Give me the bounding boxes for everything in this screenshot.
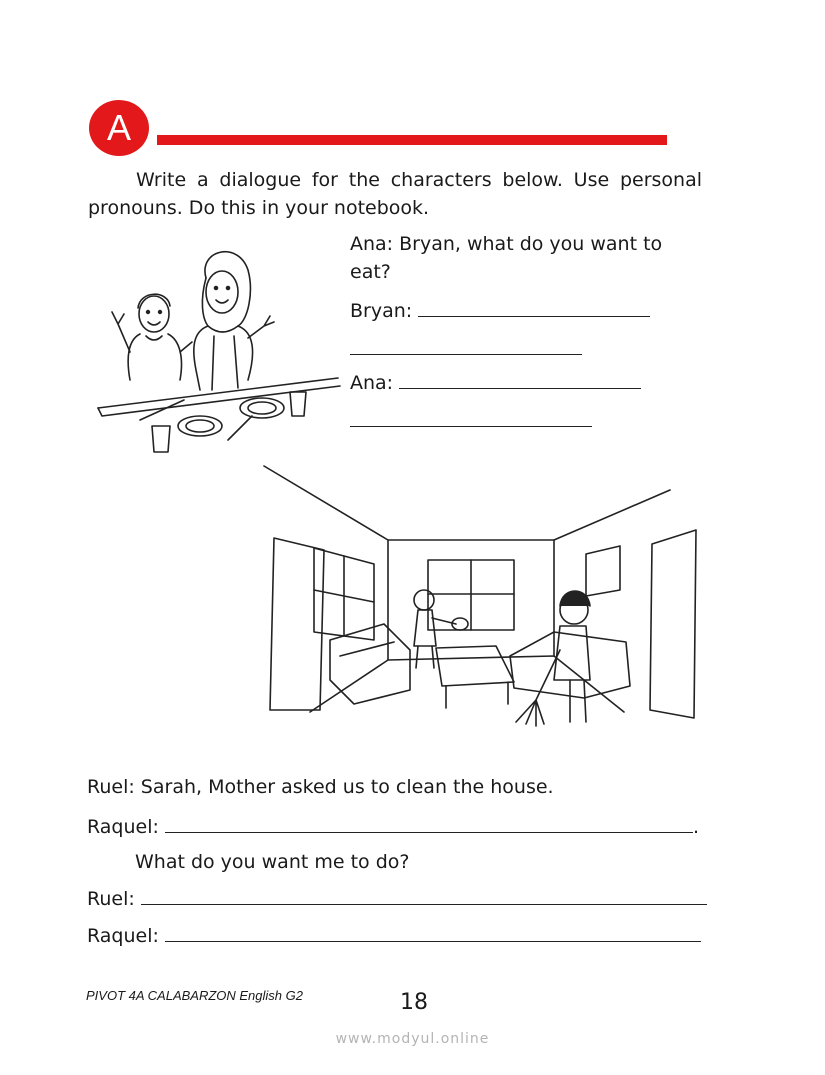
instructions [88, 166, 702, 222]
footer-subject: PIVOT 4A CALABARZON English G2 [86, 988, 303, 1003]
answer-blank-raquel [165, 832, 693, 833]
illustration-mother-and-son-at-table [88, 240, 358, 460]
dialogue2-raquel-line [87, 813, 699, 841]
speaker-bryan: Bryan: [350, 300, 419, 322]
section-badge: A [89, 100, 149, 156]
dialogue2-line3: What do you want me to do? [135, 851, 410, 873]
dialogue1-bryan-line [350, 297, 650, 325]
answer-blank-ana [399, 388, 641, 389]
dialogue2-raquel-line-2 [87, 922, 701, 950]
answer-blank-bryan-2 [350, 354, 582, 355]
dialogue1-line1: Ana: Bryan, what do you want to [350, 233, 663, 255]
speaker-raquel: Raquel: [87, 816, 165, 838]
speaker-ruel: Ruel: [87, 888, 141, 910]
answer-blank-ruel [141, 904, 707, 905]
speaker-ana: Ana: [350, 372, 400, 394]
answer-blank-bryan [418, 316, 650, 317]
instructions-text: Write a dialogue for the characters below. Use personal pronouns. Do this in your notebook. [88, 169, 702, 219]
dialogue2-ruel-line [87, 885, 707, 913]
dialogue1-ana-line [350, 369, 641, 397]
website-watermark: www.modyul.online [335, 1031, 490, 1047]
answer-blank-raquel-2 [165, 941, 701, 942]
dialogue2-line1: Ruel: Sarah, Mother asked us to clean the house. [87, 776, 554, 798]
raquel-line-end: . [692, 816, 699, 838]
page-number: 18 [400, 990, 428, 1015]
section-title-bar [157, 135, 667, 145]
illustration-children-cleaning-living-room [84, 460, 704, 730]
speaker-raquel-2: Raquel: [87, 925, 165, 947]
answer-blank-ana-2 [350, 426, 592, 427]
dialogue1-line1b: eat? [350, 261, 391, 283]
